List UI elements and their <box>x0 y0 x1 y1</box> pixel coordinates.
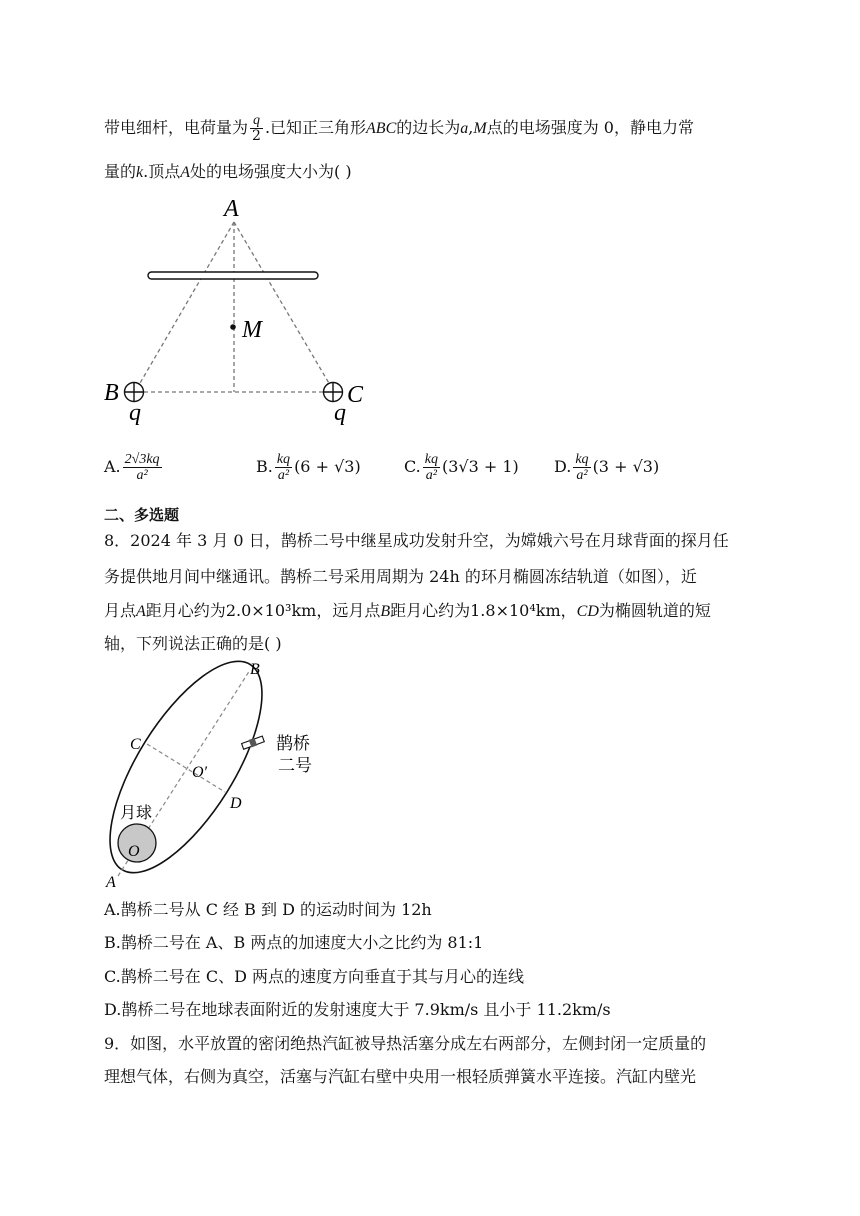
label-o-prime: O′ <box>192 764 208 781</box>
point-m <box>230 324 236 330</box>
q8-option-a: A.鹊桥二号从 C 经 B 到 D 的运动时间为 12h <box>104 900 432 919</box>
fraction-q-over-2: $\frac{q}{2}$ <box>252 113 261 144</box>
q9-line-1: 9．如图，水平放置的密闭绝热汽缸被导热活塞分成左右两部分，左侧封闭一定质量的 <box>104 1034 707 1053</box>
label-o: O <box>128 843 140 860</box>
q7-option-a: A. $\frac{2√3kq}{\text{a²}}$ <box>104 452 160 483</box>
q8-orbit-figure <box>100 660 330 890</box>
label-b: B <box>104 380 119 406</box>
q8-line-4: 轴，下列说法正确的是( ) <box>104 634 282 653</box>
q7-option-b: B. $\frac{kq}{\text{a²}}$ (6 + √3) <box>256 452 361 483</box>
q8-line-2: 务提供地月间中继通讯。鹊桥二号采用周期为 24h 的环月椭圆冻结轨道（如图），近 <box>104 567 697 586</box>
charged-rod <box>148 272 318 279</box>
label-a: A <box>224 196 239 222</box>
q7-line-2: 量的k.顶点A处的电场强度大小为( ) <box>104 162 352 181</box>
label-moon: 月球 <box>120 805 153 822</box>
charge-c <box>324 383 343 402</box>
q9-line-2: 理想气体，右侧为真空，活塞与汽缸右壁中央用一根轻质弹簧水平连接。汽缸内壁光 <box>104 1067 697 1086</box>
q8-line-3: 月点A距月心约为2.0×10³km，远月点B距月心约为1.8×10⁴km，CD为椭圆轨道的短 <box>104 601 711 620</box>
label-satellite-1: 鹊桥 <box>276 734 310 753</box>
q7-option-c: C. $\frac{kq}{\text{a²}}$ (3√3 + 1) <box>404 452 519 483</box>
label-q-c: q <box>334 400 346 426</box>
label-a: A <box>106 874 116 890</box>
label-m: M <box>242 317 262 343</box>
q7-triangle-figure <box>100 190 380 430</box>
minor-axis <box>147 744 225 792</box>
label-b: B <box>250 661 260 678</box>
q8-option-c: C.鹊桥二号在 C、D 两点的速度方向垂直于其与月心的连线 <box>104 967 525 986</box>
charge-b <box>125 383 144 402</box>
label-q-b: q <box>129 400 141 426</box>
label-satellite-2: 二号 <box>278 756 312 775</box>
q8-option-d: D.鹊桥二号在地球表面附近的发射速度大于 7.9km/s 且小于 11.2km/s <box>104 1000 611 1019</box>
section-heading: 二、多选题 <box>104 506 180 524</box>
label-d: D <box>230 795 242 812</box>
label-c: C <box>347 382 364 408</box>
q8-line-1: 8．2024 年 3 月 0 日，鹊桥二号中继星成功发射升空，为嫦娥六号在月球背面的探月任 <box>104 531 729 550</box>
q7-line-1: 带电细杆，电荷量为 $\frac{q}{2}$ .已知正三角形ABC的边长为a,M点的电场强度为 0，静电力常 <box>104 113 694 144</box>
q8-option-b: B.鹊桥二号在 A、B 两点的加速度大小之比约为 81:1 <box>104 933 484 952</box>
label-c: C <box>130 736 141 753</box>
q7-option-d: D. $\frac{kq}{\text{a²}}$ (3 + √3) <box>554 452 660 483</box>
